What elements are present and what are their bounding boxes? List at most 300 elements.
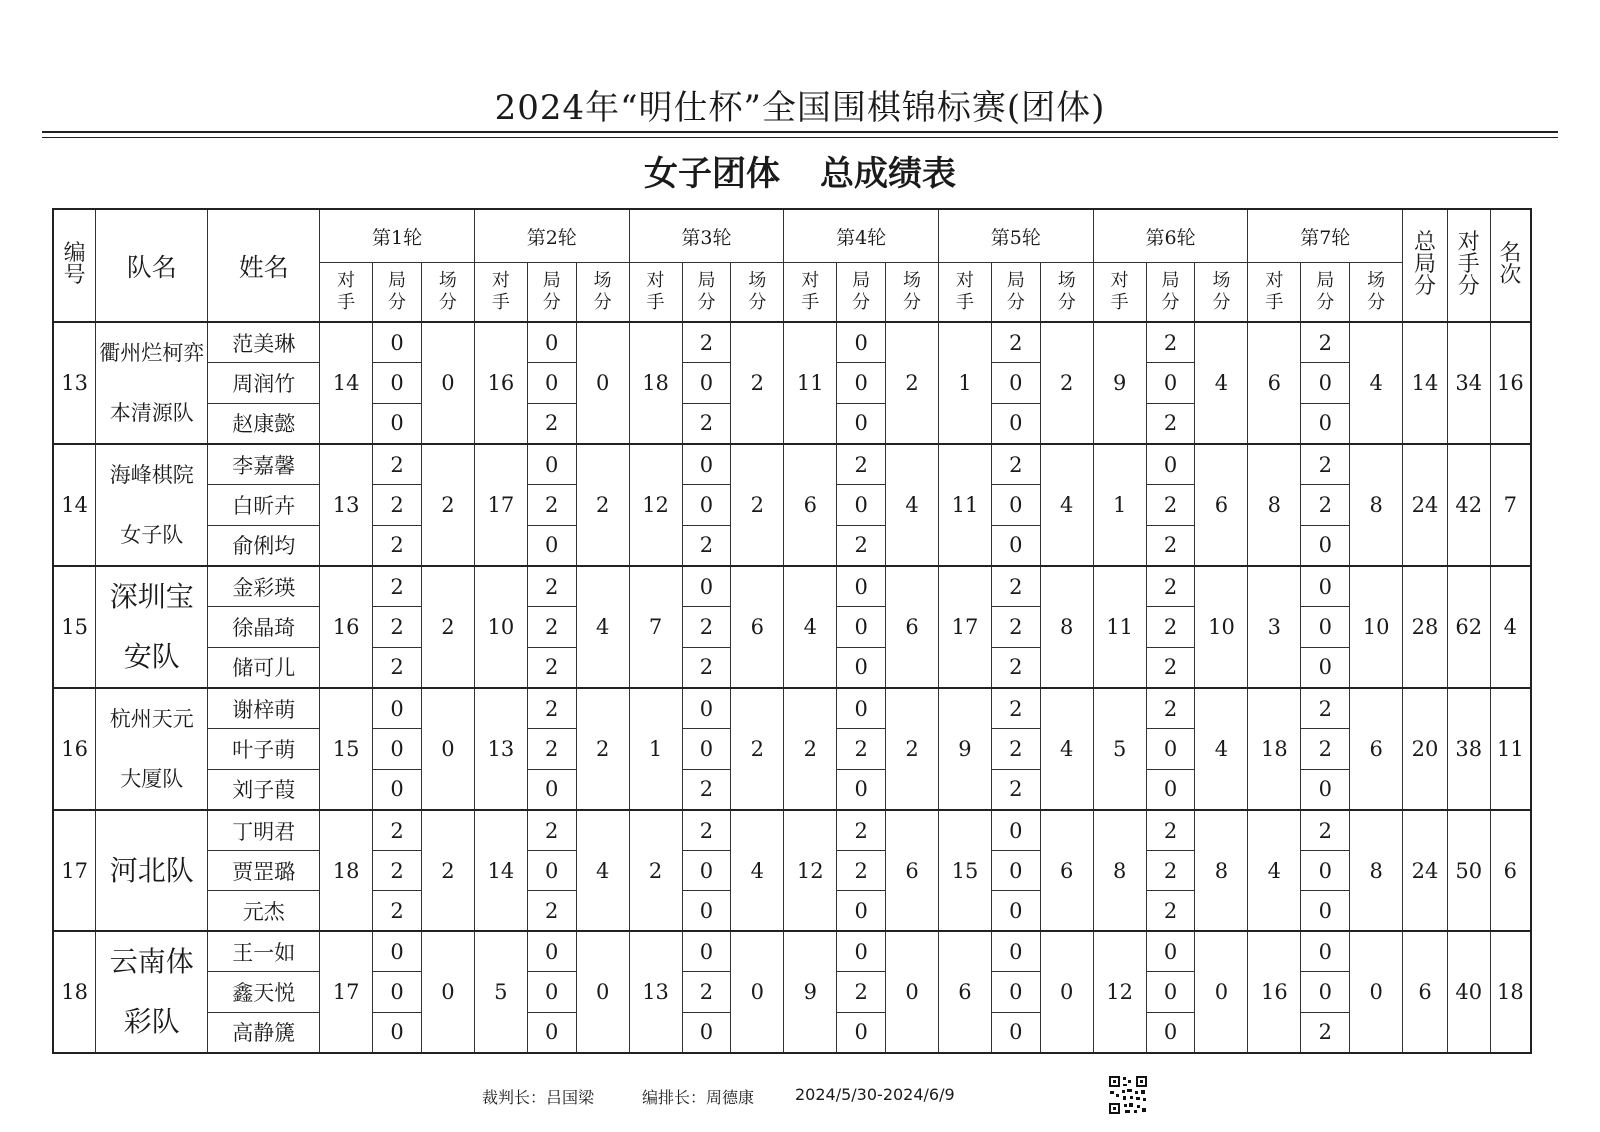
opponent-number: 15	[320, 688, 373, 810]
game-score: 0	[373, 769, 422, 810]
match-score: 4	[1040, 688, 1093, 810]
game-score: 2	[682, 769, 731, 810]
game-score: 2	[527, 566, 576, 607]
qr-code-icon	[1108, 1075, 1148, 1115]
game-score: 2	[682, 647, 731, 688]
game-score: 2	[991, 769, 1040, 810]
title-rule-thick	[42, 131, 1558, 133]
header-round-6: 第6轮	[1093, 209, 1248, 263]
header-opponent-label: 对手	[646, 270, 665, 313]
team-name	[96, 322, 208, 444]
header-opponent-r3	[629, 263, 682, 323]
header-game-score-r4	[837, 263, 886, 323]
header-match-score-r7	[1350, 263, 1403, 323]
game-score: 0	[991, 851, 1040, 891]
match-score: 6	[731, 566, 784, 688]
header-round-2: 第2轮	[474, 209, 629, 263]
match-score: 10	[1350, 566, 1403, 688]
game-score: 0	[373, 688, 422, 729]
header-total-label: 总局分	[1414, 229, 1437, 299]
game-score: 0	[1301, 891, 1350, 932]
header-game-score-label: 局分	[697, 270, 716, 313]
header-game-score-label: 局分	[542, 270, 561, 313]
match-score: 0	[731, 931, 784, 1053]
team-name-line1: 衢州烂柯弈	[99, 341, 205, 365]
game-score: 0	[837, 566, 886, 607]
game-score: 2	[373, 525, 422, 566]
opponent-number: 5	[1093, 688, 1146, 810]
opponent-number: 12	[784, 810, 837, 931]
match-score: 4	[731, 810, 784, 931]
header-match-score-r6	[1195, 263, 1248, 323]
opponent-number: 17	[474, 444, 527, 566]
team-number: 13	[53, 322, 96, 444]
match-score: 0	[1350, 931, 1403, 1053]
match-score: 2	[731, 444, 784, 566]
game-score: 2	[682, 403, 731, 444]
game-score: 2	[991, 729, 1040, 769]
opponent-number: 16	[474, 322, 527, 444]
team-name	[96, 566, 208, 688]
header-game-score-label: 局分	[1316, 270, 1335, 313]
player-name: 王一如	[208, 931, 320, 972]
header-game-score-r7	[1301, 263, 1350, 323]
match-score: 10	[1195, 566, 1248, 688]
team-name-line2: 安队	[123, 640, 180, 673]
game-score: 0	[837, 647, 886, 688]
player-name: 徐晶琦	[208, 607, 320, 647]
game-score: 0	[527, 972, 576, 1012]
opponent-score: 38	[1447, 688, 1490, 810]
game-score: 2	[1301, 688, 1350, 729]
match-score: 2	[421, 810, 474, 931]
rank: 7	[1490, 444, 1531, 566]
header-game-score-r3	[682, 263, 731, 323]
player-name: 储可儿	[208, 647, 320, 688]
header-game-score-r2	[527, 263, 576, 323]
game-score: 0	[527, 851, 576, 891]
game-score: 0	[682, 444, 731, 485]
game-score: 2	[991, 607, 1040, 647]
subtitle-type: 总成绩表	[820, 154, 956, 194]
game-score: 2	[373, 647, 422, 688]
game-score: 0	[1146, 1012, 1195, 1053]
game-score: 2	[991, 444, 1040, 485]
game-score: 2	[527, 485, 576, 525]
header-opponent-label: 对手	[955, 270, 974, 313]
game-score: 0	[682, 851, 731, 891]
opponent-number: 18	[1248, 688, 1301, 810]
game-score: 2	[682, 810, 731, 851]
game-score: 0	[527, 525, 576, 566]
game-score: 0	[527, 769, 576, 810]
game-score: 0	[373, 363, 422, 403]
game-score: 2	[1146, 322, 1195, 363]
player-name: 元杰	[208, 891, 320, 932]
header-opponent-r5	[939, 263, 992, 323]
game-score: 0	[527, 322, 576, 363]
game-score: 0	[527, 1012, 576, 1053]
header-total	[1403, 209, 1448, 322]
header-game-score-label: 局分	[1006, 270, 1025, 313]
game-score: 2	[527, 647, 576, 688]
match-score: 0	[886, 931, 939, 1053]
game-score: 2	[837, 851, 886, 891]
opponent-number: 17	[939, 566, 992, 688]
rank: 16	[1490, 322, 1531, 444]
title-rule-thin	[42, 137, 1558, 138]
total-game-score: 24	[1403, 444, 1448, 566]
game-score: 2	[837, 972, 886, 1012]
player-name: 白昕卉	[208, 485, 320, 525]
game-score: 0	[1301, 647, 1350, 688]
match-score: 8	[1350, 444, 1403, 566]
subtitle-category: 女子团体	[644, 154, 780, 194]
player-name: 叶子萌	[208, 729, 320, 769]
opponent-number: 11	[939, 444, 992, 566]
game-score: 2	[991, 566, 1040, 607]
game-score: 2	[373, 485, 422, 525]
game-score: 0	[837, 363, 886, 403]
opponent-number: 11	[784, 322, 837, 444]
game-score: 2	[837, 444, 886, 485]
opponent-number: 16	[1248, 931, 1301, 1053]
match-score: 2	[886, 688, 939, 810]
team-name	[96, 810, 208, 931]
opponent-number: 1	[629, 688, 682, 810]
opponent-number: 3	[1248, 566, 1301, 688]
game-score: 0	[1301, 851, 1350, 891]
opponent-score: 62	[1447, 566, 1490, 688]
game-score: 0	[1301, 769, 1350, 810]
match-score: 2	[731, 688, 784, 810]
game-score: 2	[1146, 485, 1195, 525]
player-name: 鑫天悦	[208, 972, 320, 1012]
game-score: 0	[682, 485, 731, 525]
header-round-7: 第7轮	[1248, 209, 1403, 263]
game-score: 2	[991, 688, 1040, 729]
game-score: 2	[1301, 810, 1350, 851]
player-name: 丁明君	[208, 810, 320, 851]
match-score: 2	[886, 322, 939, 444]
header-round-4: 第4轮	[784, 209, 939, 263]
game-score: 0	[1301, 931, 1350, 972]
header-opp-score	[1447, 209, 1490, 322]
header-team: 队名	[96, 209, 208, 322]
header-game-score-label: 局分	[388, 270, 407, 313]
player-name: 范美琳	[208, 322, 320, 363]
game-score: 0	[837, 688, 886, 729]
game-score: 0	[991, 1012, 1040, 1053]
match-score: 4	[1195, 688, 1248, 810]
match-score: 8	[1040, 566, 1093, 688]
opponent-number: 4	[1248, 810, 1301, 931]
opponent-number: 8	[1248, 444, 1301, 566]
team-number: 16	[53, 688, 96, 810]
game-score: 2	[1146, 891, 1195, 932]
opponent-number: 9	[784, 931, 837, 1053]
game-score: 0	[991, 363, 1040, 403]
game-score: 2	[991, 647, 1040, 688]
game-score: 0	[682, 891, 731, 932]
game-score: 0	[1301, 607, 1350, 647]
match-score: 2	[731, 322, 784, 444]
opponent-score: 42	[1447, 444, 1490, 566]
game-score: 0	[1146, 931, 1195, 972]
match-score: 0	[421, 322, 474, 444]
table-row	[53, 688, 1531, 729]
opponent-number: 6	[1248, 322, 1301, 444]
game-score: 0	[1146, 769, 1195, 810]
header-name: 姓名	[208, 209, 320, 322]
team-number: 18	[53, 931, 96, 1053]
game-score: 2	[373, 891, 422, 932]
match-score: 6	[1350, 688, 1403, 810]
game-score: 2	[373, 566, 422, 607]
game-score: 0	[1301, 363, 1350, 403]
player-name: 高静篪	[208, 1012, 320, 1053]
game-score: 0	[373, 1012, 422, 1053]
match-score: 2	[576, 688, 629, 810]
game-score: 0	[837, 322, 886, 363]
game-score: 0	[373, 322, 422, 363]
table-row	[53, 444, 1531, 485]
game-score: 2	[373, 607, 422, 647]
match-score: 8	[1195, 810, 1248, 931]
opponent-number: 12	[1093, 931, 1146, 1053]
game-score: 2	[1146, 851, 1195, 891]
match-score: 2	[421, 566, 474, 688]
game-score: 0	[527, 363, 576, 403]
game-score: 2	[1146, 403, 1195, 444]
opponent-number: 4	[784, 566, 837, 688]
team-number: 15	[53, 566, 96, 688]
opponent-number: 11	[1093, 566, 1146, 688]
header-match-score-label: 场分	[1057, 270, 1076, 313]
game-score: 2	[837, 729, 886, 769]
opponent-score: 40	[1447, 931, 1490, 1053]
match-score: 6	[886, 566, 939, 688]
opponent-number: 1	[939, 322, 992, 444]
match-score: 4	[1350, 322, 1403, 444]
game-score: 0	[373, 729, 422, 769]
match-score: 4	[576, 810, 629, 931]
game-score: 0	[991, 931, 1040, 972]
team-name	[96, 444, 208, 566]
team-name-line2: 大厦队	[120, 767, 184, 791]
game-score: 2	[1146, 566, 1195, 607]
header-opponent-label: 对手	[1265, 270, 1284, 313]
game-score: 0	[373, 972, 422, 1012]
game-score: 2	[1301, 1012, 1350, 1053]
header-opponent-label: 对手	[1110, 270, 1129, 313]
match-score: 0	[576, 931, 629, 1053]
team-name	[96, 688, 208, 810]
header-game-score-label: 局分	[852, 270, 871, 313]
game-score: 2	[373, 444, 422, 485]
game-score: 2	[527, 810, 576, 851]
game-score: 0	[682, 1012, 731, 1053]
total-game-score: 14	[1403, 322, 1448, 444]
match-score: 4	[1195, 322, 1248, 444]
team-name-line2: 女子队	[120, 523, 184, 547]
game-score: 0	[527, 931, 576, 972]
player-name: 周润竹	[208, 363, 320, 403]
page-title: 2024年“明仕杯”全国围棋锦标赛(团体)	[494, 88, 1106, 128]
game-score: 0	[991, 891, 1040, 932]
header-round-1: 第1轮	[320, 209, 475, 263]
opponent-number: 1	[1093, 444, 1146, 566]
opponent-number: 14	[474, 810, 527, 931]
game-score: 2	[682, 972, 731, 1012]
game-score: 2	[1146, 525, 1195, 566]
opponent-number: 13	[629, 931, 682, 1053]
opponent-number: 2	[784, 688, 837, 810]
game-score: 2	[682, 607, 731, 647]
total-game-score: 6	[1403, 931, 1448, 1053]
rank: 6	[1490, 810, 1531, 931]
header-game-score-r1	[373, 263, 422, 323]
rank: 11	[1490, 688, 1531, 810]
footer-scheduler: 编排长：周德康	[642, 1088, 755, 1107]
results-table	[52, 208, 1532, 1054]
opponent-number: 18	[320, 810, 373, 931]
total-game-score: 28	[1403, 566, 1448, 688]
match-score: 4	[886, 444, 939, 566]
game-score: 2	[1146, 607, 1195, 647]
opponent-number: 14	[320, 322, 373, 444]
opponent-number: 13	[474, 688, 527, 810]
game-score: 2	[1146, 810, 1195, 851]
header-row-rounds	[53, 209, 1531, 263]
match-score: 0	[421, 688, 474, 810]
match-score: 0	[576, 322, 629, 444]
game-score: 2	[527, 891, 576, 932]
game-score: 0	[1146, 972, 1195, 1012]
game-score: 0	[682, 566, 731, 607]
table-row	[53, 322, 1531, 363]
header-match-score-r5	[1040, 263, 1093, 323]
game-score: 2	[373, 810, 422, 851]
match-score: 4	[1040, 444, 1093, 566]
header-opponent-label: 对手	[801, 270, 820, 313]
header-opponent-r7	[1248, 263, 1301, 323]
game-score: 0	[837, 931, 886, 972]
header-opponent-label: 对手	[491, 270, 510, 313]
opponent-number: 6	[784, 444, 837, 566]
footer-referee: 裁判长：吕国梁	[482, 1088, 595, 1107]
opponent-score: 34	[1447, 322, 1490, 444]
team-name-line1: 云南体	[109, 945, 194, 978]
player-name: 金彩瑛	[208, 566, 320, 607]
team-name-line1: 深圳宝	[109, 580, 194, 613]
game-score: 0	[1146, 444, 1195, 485]
game-score: 2	[1301, 485, 1350, 525]
header-match-score-label: 场分	[593, 270, 612, 313]
table-row	[53, 566, 1531, 607]
header-opponent-r1	[320, 263, 373, 323]
game-score: 2	[837, 525, 886, 566]
header-no	[53, 209, 96, 322]
game-score: 2	[527, 729, 576, 769]
opponent-number: 18	[629, 322, 682, 444]
game-score: 0	[837, 891, 886, 932]
header-opponent-label: 对手	[337, 270, 356, 313]
player-name: 俞俐均	[208, 525, 320, 566]
game-score: 0	[373, 403, 422, 444]
table-subtitle	[0, 146, 1600, 195]
game-score: 0	[837, 607, 886, 647]
header-rank-label: 名次	[1499, 240, 1522, 288]
game-score: 2	[1146, 688, 1195, 729]
team-name-line1: 海峰棋院	[109, 463, 194, 487]
game-score: 0	[1301, 403, 1350, 444]
opponent-number: 6	[939, 931, 992, 1053]
game-score: 0	[837, 1012, 886, 1053]
game-score: 0	[682, 688, 731, 729]
game-score: 0	[991, 972, 1040, 1012]
team-name-line2: 彩队	[123, 1005, 180, 1038]
match-score: 2	[576, 444, 629, 566]
match-score: 8	[1350, 810, 1403, 931]
header-match-score-label: 场分	[903, 270, 922, 313]
player-name: 贾罡璐	[208, 851, 320, 891]
total-game-score: 24	[1403, 810, 1448, 931]
game-score: 0	[1146, 729, 1195, 769]
team-name	[96, 931, 208, 1053]
game-score: 2	[1301, 322, 1350, 363]
header-opponent-r6	[1093, 263, 1146, 323]
table-row	[53, 810, 1531, 851]
header-match-score-r3	[731, 263, 784, 323]
player-name: 赵康懿	[208, 403, 320, 444]
match-score: 2	[421, 444, 474, 566]
header-match-score-r1	[421, 263, 474, 323]
opponent-number: 17	[320, 931, 373, 1053]
opponent-number: 9	[939, 688, 992, 810]
game-score: 2	[682, 322, 731, 363]
footer-dates: 2024/5/30-2024/6/9	[795, 1085, 955, 1104]
player-name: 刘子葭	[208, 769, 320, 810]
header-round-3: 第3轮	[629, 209, 784, 263]
opponent-number: 12	[629, 444, 682, 566]
match-score: 0	[1195, 931, 1248, 1053]
header-opponent-r4	[784, 263, 837, 323]
header-rank	[1490, 209, 1531, 322]
table-row	[53, 931, 1531, 972]
opponent-number: 7	[629, 566, 682, 688]
game-score: 0	[991, 485, 1040, 525]
game-score: 0	[682, 931, 731, 972]
header-opponent-r2	[474, 263, 527, 323]
team-name-line2: 本清源队	[109, 401, 194, 425]
game-score: 2	[837, 810, 886, 851]
game-score: 2	[991, 322, 1040, 363]
header-game-score-r6	[1146, 263, 1195, 323]
team-name-line1: 河北队	[109, 853, 194, 887]
game-score: 0	[682, 363, 731, 403]
game-score: 0	[991, 810, 1040, 851]
header-match-score-r2	[576, 263, 629, 323]
header-match-score-r4	[886, 263, 939, 323]
game-score: 2	[527, 403, 576, 444]
game-score: 0	[837, 485, 886, 525]
game-score: 0	[1301, 525, 1350, 566]
opponent-number: 8	[1093, 810, 1146, 931]
game-score: 0	[1301, 566, 1350, 607]
header-match-score-label: 场分	[1212, 270, 1231, 313]
team-number: 17	[53, 810, 96, 931]
